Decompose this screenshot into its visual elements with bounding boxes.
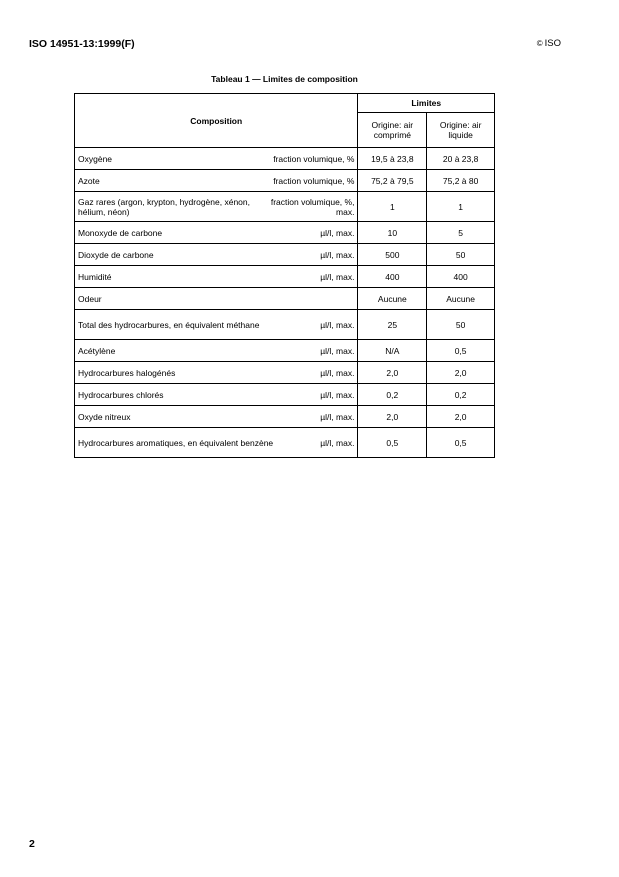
composition-cell <box>75 310 358 340</box>
composition-cell <box>75 428 358 458</box>
column-header-composition: Composition <box>75 94 358 148</box>
composition-limits-table <box>74 93 495 458</box>
copyright-notice <box>537 38 561 49</box>
limit-air-comprime: 500 <box>358 244 427 266</box>
limit-air-comprime: Aucune <box>358 288 427 310</box>
limit-air-comprime: N/A <box>358 340 427 362</box>
limit-air-comprime: 25 <box>358 310 427 340</box>
component-unit: µl/l, max. <box>320 411 355 422</box>
table-row <box>75 428 495 458</box>
component-name: Odeur <box>78 293 102 304</box>
limit-air-liquide: 0,5 <box>427 340 495 362</box>
component-name: Dioxyde de carbone <box>78 249 154 260</box>
composition-cell <box>75 266 358 288</box>
table-caption: Tableau 1 — Limites de composition <box>211 74 358 84</box>
copyright-symbol: © <box>536 39 543 48</box>
document-id: ISO 14951-13:1999(F) <box>29 38 135 50</box>
composition-cell <box>75 244 358 266</box>
component-name: Azote <box>78 175 100 186</box>
component-unit: µl/l, max. <box>320 271 355 282</box>
component-name: Hydrocarbures halogénés <box>78 367 176 378</box>
limit-air-liquide: 20 à 23,8 <box>427 148 495 170</box>
limit-air-liquide: 2,0 <box>427 406 495 428</box>
composition-cell <box>75 362 358 384</box>
limit-air-comprime: 0,2 <box>358 384 427 406</box>
page-number: 2 <box>29 838 35 850</box>
column-header-air-liquide: Origine: air liquide <box>427 113 495 148</box>
column-header-limites: Limites <box>358 94 495 113</box>
table-row <box>75 362 495 384</box>
component-unit: fraction volumique, % <box>273 175 355 186</box>
component-name: Acétylène <box>78 345 116 356</box>
limit-air-liquide: 50 <box>427 310 495 340</box>
component-unit: µl/l, max. <box>320 227 355 238</box>
limit-air-liquide: 400 <box>427 266 495 288</box>
limit-air-liquide: 5 <box>427 222 495 244</box>
component-unit: µl/l, max. <box>320 389 355 400</box>
table-row <box>75 222 495 244</box>
table-row <box>75 192 495 222</box>
component-name: Total des hydrocarbures, en équivalent méthane <box>78 319 260 330</box>
composition-cell <box>75 170 358 192</box>
composition-cell <box>75 406 358 428</box>
limit-air-liquide: 2,0 <box>427 362 495 384</box>
column-header-air-comprime: Origine: air comprimé <box>358 113 427 148</box>
component-name: Oxygène <box>78 153 113 164</box>
table-row <box>75 266 495 288</box>
limit-air-comprime: 1 <box>358 192 427 222</box>
limit-air-comprime: 2,0 <box>358 406 427 428</box>
table-row <box>75 310 495 340</box>
composition-cell <box>75 222 358 244</box>
limit-air-comprime: 0,5 <box>358 428 427 458</box>
copyright-owner: ISO <box>544 38 561 49</box>
composition-cell <box>75 384 358 406</box>
table-row <box>75 170 495 192</box>
limit-air-comprime: 400 <box>358 266 427 288</box>
table-row <box>75 340 495 362</box>
limit-air-liquide: Aucune <box>427 288 495 310</box>
composition-cell <box>75 148 358 170</box>
component-name: Hydrocarbures aromatiques, en équivalent benzène <box>78 437 274 448</box>
composition-cell <box>75 340 358 362</box>
table-row <box>75 406 495 428</box>
limit-air-liquide: 1 <box>427 192 495 222</box>
component-unit: µl/l, max. <box>320 437 355 448</box>
component-name: Oxyde nitreux <box>78 411 131 422</box>
table-row <box>75 384 495 406</box>
component-name: Hydrocarbures chlorés <box>78 389 164 400</box>
composition-cell <box>75 192 358 222</box>
limit-air-comprime: 2,0 <box>358 362 427 384</box>
table-row <box>75 288 495 310</box>
component-unit: µl/l, max. <box>320 319 355 330</box>
table-row <box>75 148 495 170</box>
component-name: Monoxyde de carbone <box>78 227 163 238</box>
limit-air-comprime: 19,5 à 23,8 <box>358 148 427 170</box>
component-name: Gaz rares (argon, krypton, hydrogène, xénon, hélium, néon) <box>78 196 250 217</box>
component-unit: fraction volumique, % <box>273 153 355 164</box>
limit-air-liquide: 75,2 à 80 <box>427 170 495 192</box>
table-row <box>75 244 495 266</box>
component-name: Humidité <box>78 271 112 282</box>
limit-air-comprime: 75,2 à 79,5 <box>358 170 427 192</box>
component-unit: µl/l, max. <box>320 345 355 356</box>
limit-air-comprime: 10 <box>358 222 427 244</box>
component-unit: µl/l, max. <box>320 367 355 378</box>
limit-air-liquide: 50 <box>427 244 495 266</box>
limit-air-liquide: 0,2 <box>427 384 495 406</box>
composition-cell <box>75 288 358 310</box>
limit-air-liquide: 0,5 <box>427 428 495 458</box>
component-unit: fraction volumique, %, max. <box>270 196 355 217</box>
component-unit: µl/l, max. <box>320 249 355 260</box>
